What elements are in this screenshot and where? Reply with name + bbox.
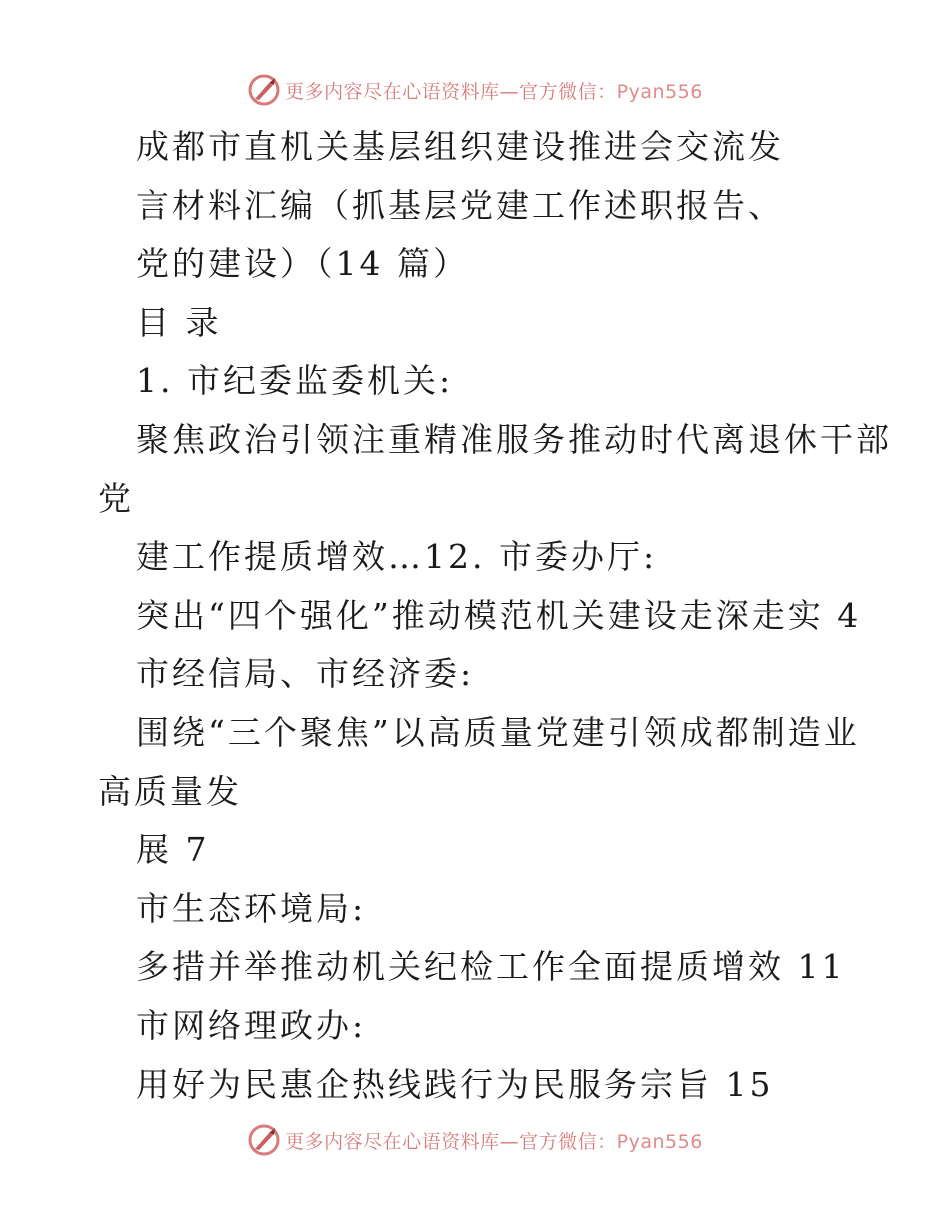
watermark-text: 更多内容尽在心语资料库—官方微信：Pyan556 xyxy=(285,1130,703,1153)
document-line: 党 xyxy=(98,478,134,518)
document-line: 市网络理政办: xyxy=(136,1005,367,1045)
document-line: 围绕“三个聚焦”以高质量党建引领成都制造业 xyxy=(136,712,860,752)
document-line: 用好为民惠企热线践行为民服务宗旨 15 xyxy=(136,1064,774,1104)
document-line: 目 录 xyxy=(136,302,222,342)
document-line: 言材料汇编（抓基层党建工作述职报告、 xyxy=(136,185,784,225)
document-line: 高质量发 xyxy=(98,771,242,811)
quill-pen-logo-icon xyxy=(247,73,281,107)
document-line: 成都市直机关基层组织建设推进会交流发 xyxy=(136,127,784,166)
document-line: 聚焦政治引领注重精准服务推动时代离退休干部 xyxy=(136,419,892,459)
document-body xyxy=(0,118,950,1114)
document-line: 市生态环境局: xyxy=(136,888,367,928)
document-line: 市经信局、市经济委: xyxy=(136,654,475,694)
footer-watermark xyxy=(0,1120,950,1160)
document-line: 展 7 xyxy=(136,830,210,870)
header-watermark xyxy=(0,70,950,110)
document-line: 多措并举推动机关纪检工作全面提质增效 11 xyxy=(136,947,846,987)
watermark-text: 更多内容尽在心语资料库—官方微信：Pyan556 xyxy=(285,80,703,103)
document-line: 突出“四个强化”推动模范机关建设走深走实 4 xyxy=(136,595,862,635)
document-line: 1. 市纪委监委机关: xyxy=(136,361,454,401)
quill-pen-logo-icon xyxy=(247,1123,281,1157)
document-line: 建工作提质增效…12. 市委办厅: xyxy=(136,537,658,577)
document-line: 党的建设）（14 篇） xyxy=(136,244,469,284)
